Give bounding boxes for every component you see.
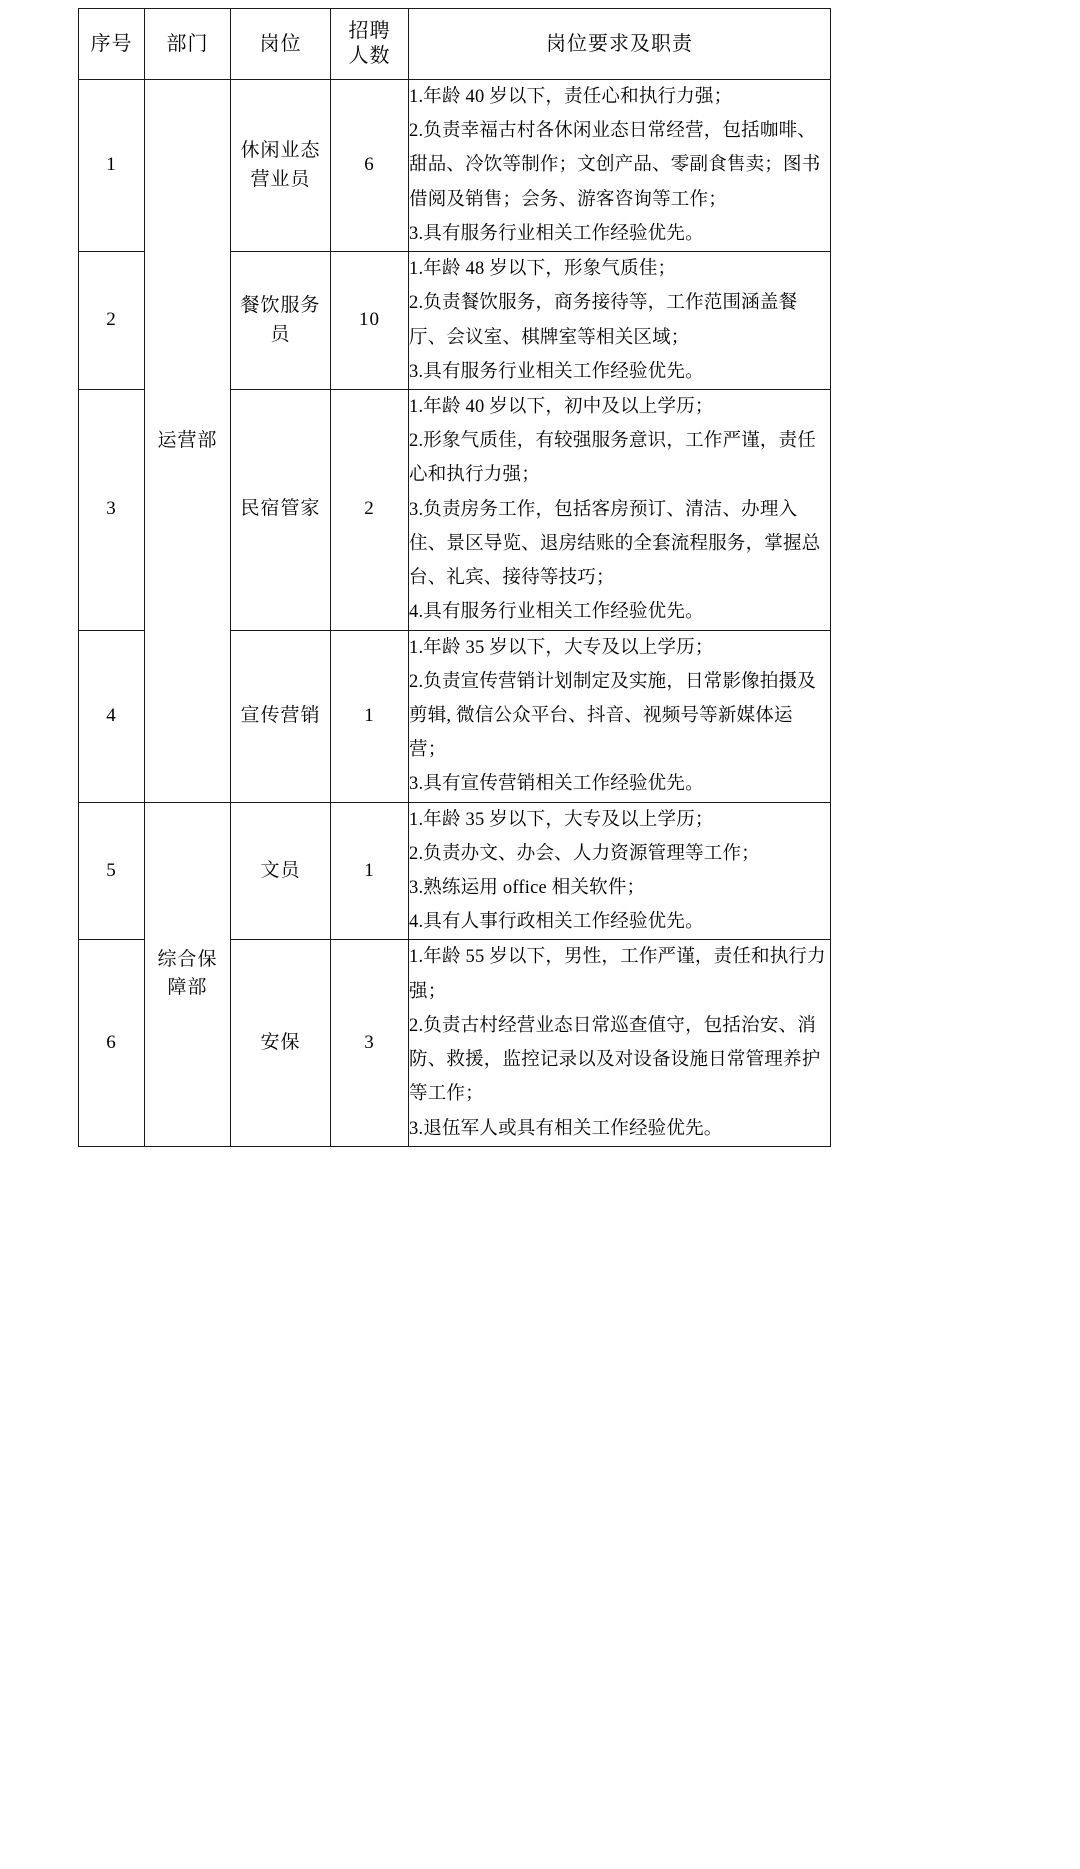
- cell-post-line1: 休闲业态: [240, 140, 321, 162]
- requirement-line: 2.负责古村经营业态日常巡查值守，包括治安、消防、救援，监控记录以及对设备设施日常管理养护等工作；: [409, 1015, 821, 1105]
- requirement-line: 1.年龄 35 岁以下，大专及以上学历；: [409, 809, 714, 830]
- cell-requirements: [409, 630, 831, 802]
- requirement-line: 3.熟练运用 office 相关软件；: [409, 878, 646, 899]
- header-cell-count: [331, 9, 409, 80]
- requirement-line: 1.年龄 55 岁以下，男性，工作严谨，责任和执行力强；: [409, 947, 826, 1002]
- department-line2: 障部: [167, 977, 208, 999]
- cell-requirements: [409, 80, 831, 252]
- header-count-line1: 招聘: [348, 20, 391, 42]
- table-row: [79, 80, 831, 252]
- cell-requirements: [409, 252, 831, 390]
- requirement-line: 3.具有服务行业相关工作经验优先。: [409, 223, 704, 244]
- requirement-line: 3.具有服务行业相关工作经验优先。: [409, 361, 704, 382]
- header-cell-no: 序号: [79, 9, 145, 80]
- cell-post: [231, 80, 331, 252]
- department-line1: 综合保: [157, 948, 218, 970]
- cell-no: 3: [79, 389, 145, 630]
- requirement-line: 1.年龄 40 岁以下，初中及以上学历；: [409, 396, 714, 417]
- requirement-line: 1.年龄 40 岁以下，责任心和执行力强；: [409, 87, 733, 107]
- cell-no: 1: [79, 80, 145, 252]
- header-count-line2: 人数: [348, 45, 391, 67]
- requirement-line: 2.负责幸福古村各休闲业态日常经营，包括咖啡、甜品、冷饮等制作；文创产品、零副食售卖；图书借阅及销售；会务、游客咨询等工作；: [409, 121, 821, 210]
- cell-count: 2: [331, 389, 409, 630]
- table-header-row: [79, 9, 831, 80]
- table-body: [79, 80, 831, 1147]
- cell-count: 3: [331, 940, 409, 1146]
- requirement-line: 4.具有服务行业相关工作经验优先。: [409, 602, 704, 623]
- cell-department-support: [145, 802, 231, 1146]
- requirement-line: 1.年龄 35 岁以下，大专及以上学历；: [409, 637, 714, 658]
- cell-post-line2: 营业员: [250, 168, 311, 190]
- cell-no: 6: [79, 940, 145, 1146]
- cell-no: 2: [79, 252, 145, 390]
- requirement-line: 1.年龄 48 岁以下，形象气质佳；: [409, 259, 677, 280]
- requirement-line: 2.负责办文、办会、人力资源管理等工作；: [409, 843, 760, 864]
- cell-count: 6: [331, 80, 409, 252]
- cell-requirements: [409, 940, 831, 1146]
- recruitment-table: [78, 8, 831, 1147]
- cell-requirements: [409, 389, 831, 630]
- requirement-line: 2.负责餐饮服务，商务接待等，工作范围涵盖餐厅、会议室、棋牌室等相关区域；: [409, 293, 798, 348]
- cell-post: [231, 252, 331, 390]
- cell-post-line2: 员: [270, 323, 291, 345]
- requirement-line: 2.形象气质佳，有较强服务意识，工作严谨，责任心和执行力强；: [409, 431, 816, 486]
- requirement-line: 4.具有人事行政相关工作经验优先。: [409, 912, 704, 933]
- cell-no: 4: [79, 630, 145, 802]
- cell-post: 民宿管家: [231, 389, 331, 630]
- cell-count: 1: [331, 802, 409, 940]
- requirement-line: 3.负责房务工作，包括客房预订、清洁、办理入住、景区导览、退房结账的全套流程服务，掌握总台、礼宾、接待等技巧；: [409, 499, 821, 589]
- requirement-line: 3.退伍军人或具有相关工作经验优先。: [409, 1118, 723, 1139]
- cell-requirements: [409, 802, 831, 940]
- cell-count: 10: [331, 252, 409, 390]
- requirement-line: 3.具有宣传营销相关工作经验优先。: [409, 774, 704, 795]
- header-cell-requirements: 岗位要求及职责: [409, 9, 831, 80]
- header-cell-post: 岗位: [231, 9, 331, 80]
- cell-no: 5: [79, 802, 145, 940]
- cell-post-line1: 餐饮服务: [240, 295, 321, 317]
- requirement-line: 2.负责宣传营销计划制定及实施，日常影像拍摄及剪辑, 微信公众平台、抖音、视频号等新媒体运营；: [409, 671, 816, 761]
- header-cell-department: 部门: [145, 9, 231, 80]
- table-row: [79, 802, 831, 940]
- cell-post: 安保: [231, 940, 331, 1146]
- cell-count: 1: [331, 630, 409, 802]
- cell-department-operations: 运营部: [145, 80, 231, 803]
- cell-post: 宣传营销: [231, 630, 331, 802]
- cell-post: 文员: [231, 802, 331, 940]
- table-header: [79, 9, 831, 80]
